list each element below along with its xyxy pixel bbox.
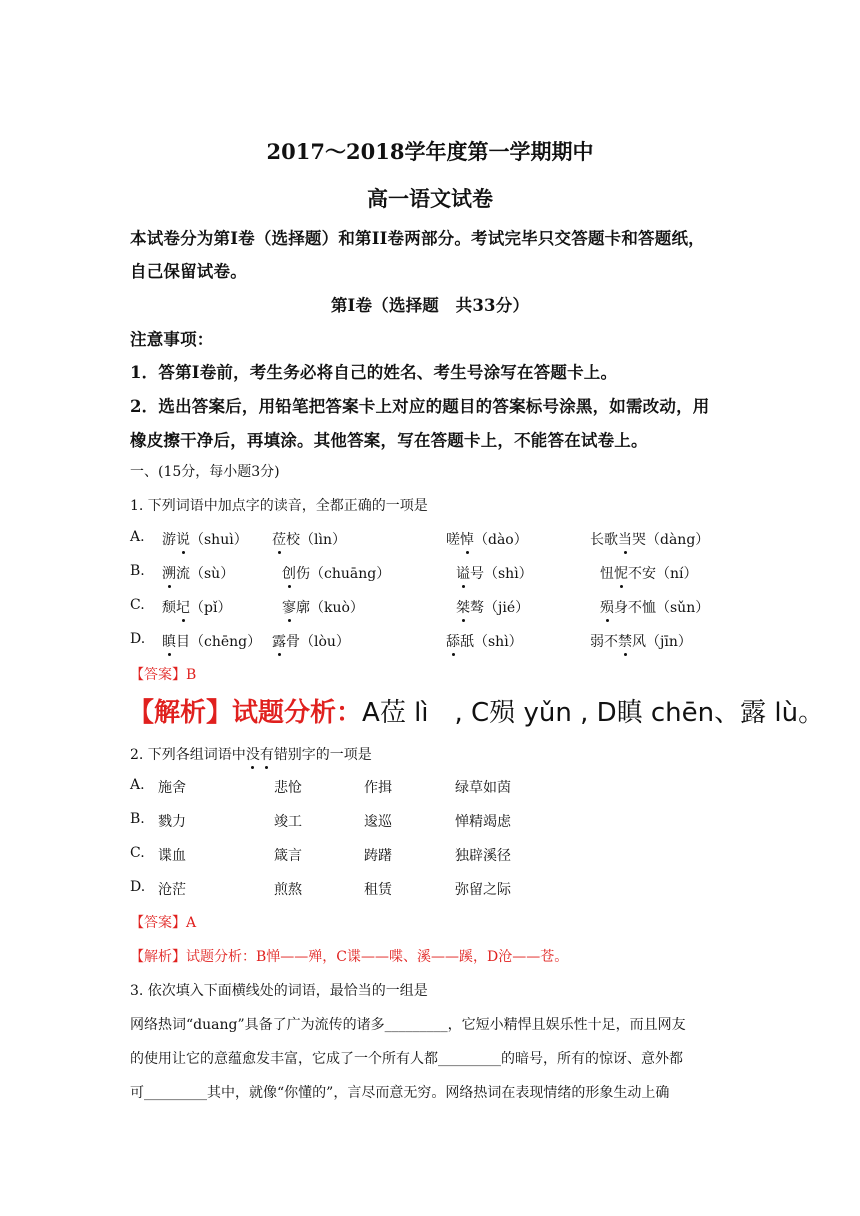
dotted-char: 舔 xyxy=(446,631,460,651)
q1-option-word xyxy=(272,529,346,549)
word-pre: 长歌 xyxy=(590,532,618,548)
word-pre: 嗟 xyxy=(446,532,460,548)
dotted-char: 怩 xyxy=(614,563,628,583)
q2-option-word: 惮精竭虑 xyxy=(455,814,511,830)
q1-option-word xyxy=(600,563,698,583)
q2-stem-dot-1: 没 xyxy=(246,744,260,764)
q3-line-2: 的使用让它的意蕴愈发丰富，它成了一个所有人都_________的暗号，所有的惊讶、意外都 xyxy=(130,1051,683,1067)
dotted-char: 悼 xyxy=(460,529,474,549)
q1-option-word xyxy=(456,597,529,617)
word-post: 哭（dàng） xyxy=(632,532,710,548)
word-post: 流（sù） xyxy=(176,566,235,582)
q2-option-letter: D. xyxy=(130,879,146,895)
q2-option-word: 沧茫 xyxy=(158,882,186,898)
word-pre: 游 xyxy=(162,532,176,548)
q2-option-word: 煎熬 xyxy=(274,882,302,898)
q1-stem: 1. 下列词语中加点字的读音，全都正确的一项是 xyxy=(130,498,428,514)
q2-option-word: 逡巡 xyxy=(364,814,392,830)
word-post: （dào） xyxy=(474,532,528,548)
section-heading: 一、(15分，每小题3分) xyxy=(130,464,280,480)
q2-option-letter: C. xyxy=(130,845,145,861)
dotted-char: 创 xyxy=(282,563,296,583)
q1-option-word xyxy=(446,529,528,549)
q2-analysis-label: 【解析】 xyxy=(130,949,186,965)
q2-option-word: 踌躇 xyxy=(364,848,392,864)
q1-option-word xyxy=(282,563,390,583)
q2-option-word: 独辟溪径 xyxy=(455,848,511,864)
exam-title: 2017～2018学年度第一学期期中 xyxy=(266,139,594,164)
q1-option-word xyxy=(456,563,533,583)
q2-option-word: 施舍 xyxy=(158,780,186,796)
word-post: 不安（ní） xyxy=(628,566,698,582)
dotted-char: 圮 xyxy=(176,597,190,617)
word-pre: 忸 xyxy=(600,566,614,582)
q2-option-word: 戮力 xyxy=(158,814,186,830)
dotted-char: 当 xyxy=(618,529,632,549)
word-post: 身不恤（sǔn） xyxy=(614,600,710,616)
dotted-char: 溯 xyxy=(162,563,176,583)
notice-item-2b: 橡皮擦干净后，再填涂。其他答案，写在答题卡上，不能答在试卷上。 xyxy=(130,431,648,450)
q2-option-word: 绿草如茵 xyxy=(455,780,511,796)
q1-analysis-label: 【解析】试题分析： xyxy=(128,698,363,728)
dotted-char: 莅 xyxy=(272,529,286,549)
word-post: 廓（kuò） xyxy=(296,600,364,616)
q1-option-word xyxy=(600,597,709,617)
word-pre: 弱不 xyxy=(590,634,618,650)
q2-option-letter: B. xyxy=(130,811,145,827)
dotted-char: 寥 xyxy=(282,597,296,617)
q1-option-letter: C. xyxy=(130,597,145,613)
q2-option-word: 悲怆 xyxy=(274,780,302,796)
dotted-char: 桀 xyxy=(456,597,470,617)
q2-stem-post: 错别字的一项是 xyxy=(273,747,372,763)
word-post: 校（lìn） xyxy=(286,532,346,548)
q1-analysis xyxy=(128,692,824,729)
q2-stem xyxy=(130,744,372,764)
q3-line-3: 可_________其中，就像“你懂的”，言尽而意无穷。网络热词在表现情绪的形象生动上确 xyxy=(130,1085,670,1101)
q1-option-word xyxy=(162,563,234,583)
q2-stem-dot-2: 有 xyxy=(260,744,274,764)
word-post: 号（shì） xyxy=(470,566,533,582)
part1-title: 第Ⅰ卷（选择题 共33分） xyxy=(330,296,530,315)
q1-option-word xyxy=(272,631,350,651)
q2-option-word: 竣工 xyxy=(274,814,302,830)
q1-option-word xyxy=(162,597,231,617)
q1-option-letter: B. xyxy=(130,563,145,579)
q2-option-word: 作揖 xyxy=(364,780,392,796)
dotted-char: 谥 xyxy=(456,563,470,583)
q3-line-1: 网络热词“duang”具备了广为流传的诸多_________，它短小精悍且娱乐性十足，而且网友 xyxy=(130,1017,686,1033)
q1-option-letter: A. xyxy=(130,529,145,545)
q3-stem: 3. 依次填入下面横线处的词语，最恰当的一组是 xyxy=(130,983,428,999)
dotted-char: 禁 xyxy=(618,631,632,651)
word-post: （pǐ） xyxy=(190,600,232,616)
word-post: 骨（lòu） xyxy=(286,634,350,650)
q2-option-word: 谍血 xyxy=(158,848,186,864)
dotted-char: 说 xyxy=(176,529,190,549)
q1-option-word xyxy=(162,529,248,549)
q2-analysis xyxy=(130,946,568,966)
word-post: 风（jīn） xyxy=(632,634,692,650)
q1-option-word xyxy=(446,631,523,651)
q2-option-word: 箴言 xyxy=(274,848,302,864)
word-post: 伤（chuāng） xyxy=(296,566,391,582)
word-post: 骜（jié） xyxy=(470,600,530,616)
q2-option-word: 租赁 xyxy=(364,882,392,898)
q2-option-word: 弥留之际 xyxy=(455,882,511,898)
q2-analysis-text: 试题分析：B惮——殚，C谍——喋、溪——蹊，D沧——苍。 xyxy=(186,949,569,965)
q1-option-word xyxy=(590,631,692,651)
q1-option-letter: D. xyxy=(130,631,146,647)
dotted-char: 殒 xyxy=(600,597,614,617)
q2-answer: 【答案】A xyxy=(130,915,197,931)
word-post: （shuì） xyxy=(190,532,248,548)
intro-line-2: 自己保留试卷。 xyxy=(130,262,247,281)
notice-item-1: 1．答第Ⅰ卷前，考生务必将自己的姓名、考生号涂写在答题卡上。 xyxy=(130,363,618,382)
word-pre: 颓 xyxy=(162,600,176,616)
q1-option-word xyxy=(162,631,261,651)
intro-line-1: 本试卷分为第Ⅰ卷（选择题）和第II卷两部分。考试完毕只交答题卡和答题纸， xyxy=(130,229,705,248)
q2-stem-pre: 2. 下列各组词语中 xyxy=(130,747,246,763)
word-post: 舐（shì） xyxy=(460,634,523,650)
q1-option-word xyxy=(282,597,364,617)
word-post: 目（chēng） xyxy=(176,634,262,650)
dotted-char: 瞋 xyxy=(162,631,176,651)
q1-analysis-text: A莅 lì , C殒 yǔn , D瞋 chēn、露 lù。 xyxy=(362,698,825,728)
q1-answer: 【答案】B xyxy=(130,667,197,683)
notice-title: 注意事项： xyxy=(130,330,214,349)
q2-option-letter: A. xyxy=(130,777,145,793)
q1-option-word xyxy=(590,529,709,549)
dotted-char: 露 xyxy=(272,631,286,651)
exam-subtitle: 高一语文试卷 xyxy=(367,186,493,211)
notice-item-2a: 2．选出答案后，用铅笔把答案卡上对应的题目的答案标号涂黑，如需改动，用 xyxy=(130,397,710,416)
